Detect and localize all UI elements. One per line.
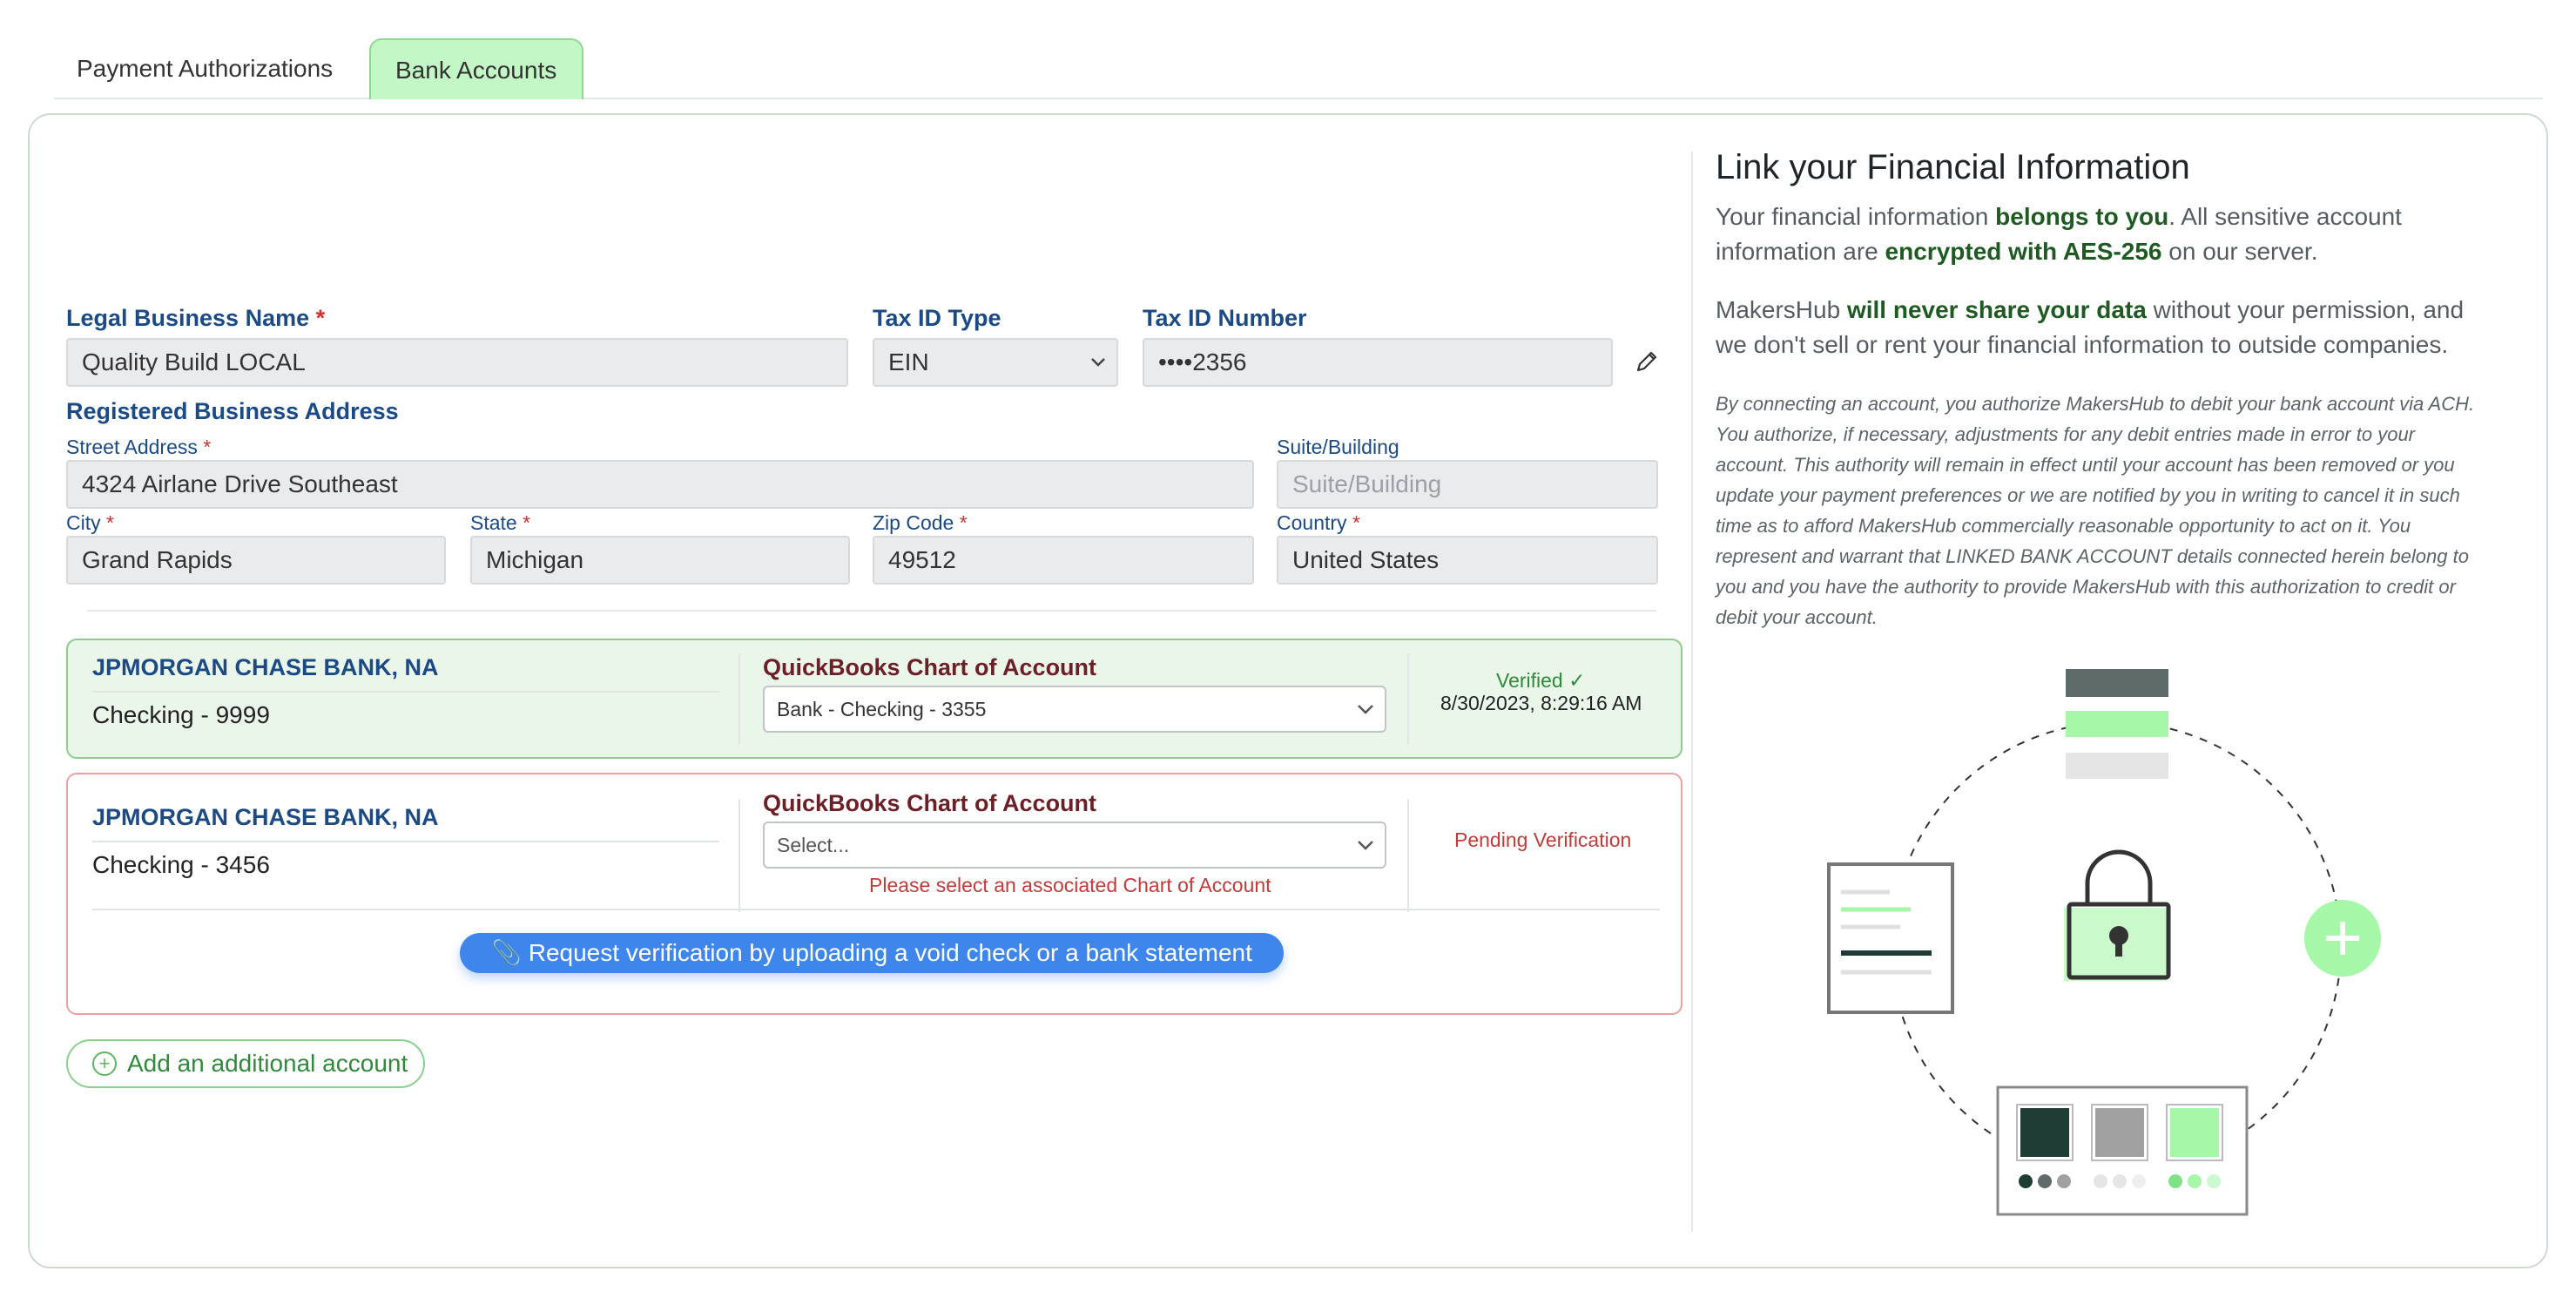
add-account-button[interactable]: + Add an additional account: [66, 1039, 425, 1088]
row-divider: [92, 841, 719, 842]
chevron-down-icon: [1089, 340, 1108, 385]
state-label: State *: [470, 511, 531, 534]
bank-account-row-verified: [66, 639, 1682, 759]
tax-id-type-select[interactable]: EIN: [873, 338, 1118, 387]
bank-account-row-pending: [66, 773, 1682, 1015]
bank-name: JPMORGAN CHASE BANK, NA: [92, 804, 439, 830]
qb-chart-label: QuickBooks Chart of Account: [763, 790, 1097, 816]
account-number: Checking - 9999: [92, 701, 270, 728]
tax-id-number-label: Tax ID Number: [1143, 305, 1307, 331]
ach-authorization-text: By connecting an account, you authorize MakersHub to debit your bank account via ACH. You authorize, if necessary, adjustments for any debit entries made in error to your account. This authority will remain in effect until your account has been removed or you update your payment preferences or we are notified by you in writing to cancel it in such time as to afford MakersHub commercially reasonable opportunity to act on it. You represent and warrant that LINKED BANK ACCOUNT details connected herein belong to you and you have the authority to provide MakersHub with this authorization to credit or debit your account.: [1716, 393, 2475, 628]
legal-name-label: Legal Business Name *: [66, 305, 326, 331]
verified-status: Verified ✓: [1496, 669, 1586, 692]
tax-id-number-input[interactable]: ••••2356: [1143, 338, 1613, 387]
suite-label: Suite/Building: [1277, 436, 1399, 458]
tab-payment-authorizations[interactable]: Payment Authorizations: [77, 55, 334, 82]
country-label: Country *: [1277, 511, 1360, 534]
suite-input[interactable]: Suite/Building: [1277, 460, 1658, 509]
pencil-icon[interactable]: [1634, 348, 1660, 375]
qb-chart-error: Please select an associated Chart of Account: [869, 874, 1271, 896]
info-paragraph-1: Your financial information belongs to you. All sensitive account information are encrypted with AES-256 on our server.: [1716, 203, 2402, 265]
section-divider: [87, 610, 1656, 612]
pending-status: Pending Verification: [1454, 828, 1632, 851]
qb-chart-select[interactable]: Bank - Checking - 3355: [763, 686, 1386, 733]
panel-divider: [1691, 152, 1693, 1232]
qb-chart-select[interactable]: Select...: [763, 822, 1386, 869]
row-divider: [92, 691, 719, 693]
plus-circle-icon: +: [92, 1051, 117, 1076]
info-title: Link your Financial Information: [1716, 148, 2190, 186]
city-input[interactable]: Grand Rapids: [66, 536, 446, 585]
tax-id-type-label: Tax ID Type: [873, 305, 1001, 331]
street-label: Street Address *: [66, 436, 212, 458]
column-divider: [738, 654, 740, 745]
column-divider: [1407, 799, 1409, 912]
account-number: Checking - 3456: [92, 851, 270, 878]
tab-bank-accounts[interactable]: Bank Accounts: [369, 38, 583, 99]
zip-label: Zip Code *: [873, 511, 968, 534]
info-paragraph-2: MakersHub will never share your data without your permission, and we don't sell or rent your financial information to outside companies.: [1716, 296, 2465, 358]
state-input[interactable]: Michigan: [470, 536, 850, 585]
legal-name-input[interactable]: Quality Build LOCAL: [66, 338, 848, 387]
qb-chart-label: QuickBooks Chart of Account: [763, 654, 1097, 680]
address-heading: Registered Business Address: [66, 398, 399, 424]
bank-name: JPMORGAN CHASE BANK, NA: [92, 654, 439, 680]
city-label: City *: [66, 511, 114, 534]
street-address-input[interactable]: 4324 Airlane Drive Southeast: [66, 460, 1254, 509]
tab-bar: [54, 38, 2543, 99]
country-input[interactable]: United States: [1277, 536, 1658, 585]
column-divider: [1407, 654, 1409, 745]
lock-icon: [2064, 852, 2168, 981]
verified-date: 8/30/2023, 8:29:16 AM: [1440, 692, 1642, 714]
chevron-down-icon: [1355, 687, 1376, 731]
zip-input[interactable]: 49512: [873, 536, 1254, 585]
row-divider: [92, 909, 1660, 910]
column-divider: [738, 799, 740, 912]
request-verification-button[interactable]: 📎 Request verification by uploading a void check or a bank statement: [460, 933, 1284, 973]
security-illustration: [1820, 664, 2386, 1221]
chevron-down-icon: [1355, 823, 1376, 867]
